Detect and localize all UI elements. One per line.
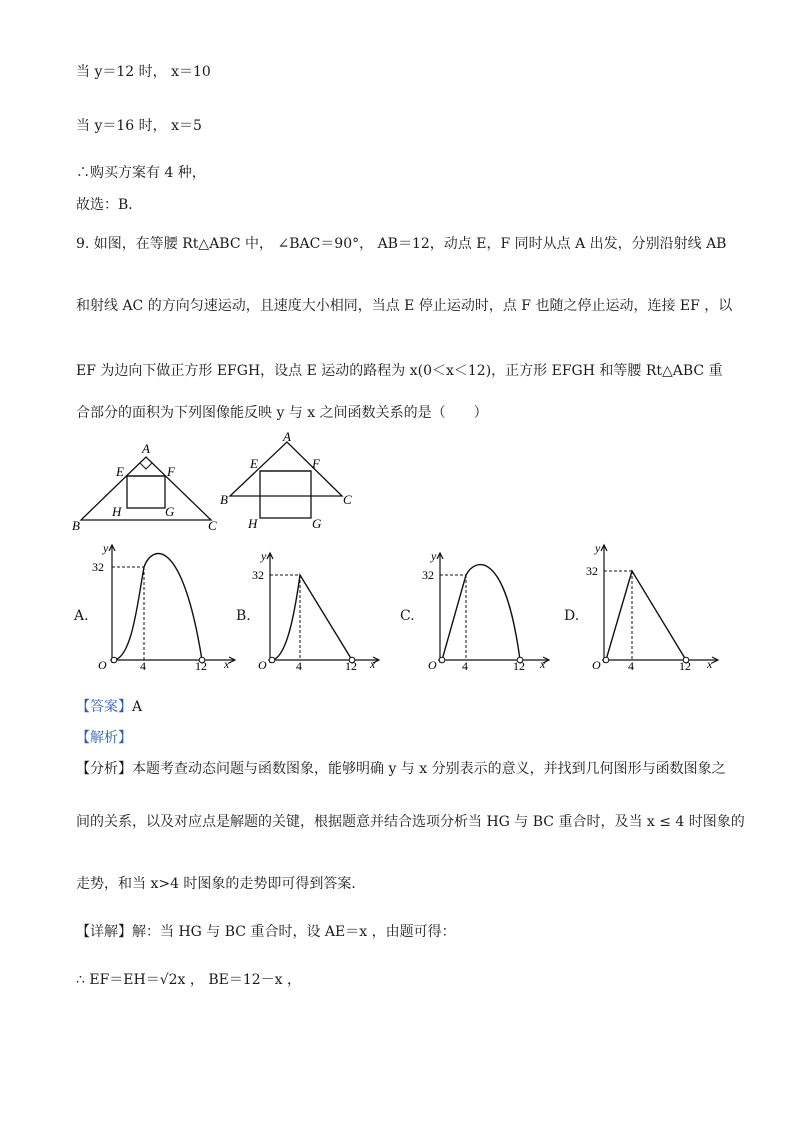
- label-a-2: A: [283, 430, 291, 444]
- label-g: G: [165, 504, 175, 519]
- axis-x-label: x: [224, 657, 230, 670]
- label-a: A: [142, 441, 150, 456]
- option-c-label: C.: [400, 608, 415, 624]
- question-9-line-2: 和射线 AC 的方向匀速运动，且速度大小相同，当点 E 停止运动时，点 F 也随之停止运动，连接 EF ，以: [76, 298, 733, 314]
- line-choice: 故选：B．: [76, 197, 143, 213]
- axis-y-label: y: [431, 549, 437, 563]
- label-g-2: G: [312, 516, 322, 531]
- axis-y-label: y: [595, 541, 601, 555]
- fenxi-line-1: 【分析】本题考查动态问题与函数图象，能够明确 y 与 x 分别表示的意义，并找到几何图形与函数图象之: [76, 761, 726, 777]
- option-b-graph: [250, 548, 385, 670]
- analysis-tag: 【解析】: [76, 730, 132, 746]
- origin-label: O: [428, 658, 437, 670]
- x-tick-label: 4: [628, 659, 634, 670]
- label-b-2: B: [220, 492, 228, 507]
- y-tick-label: 32: [422, 568, 434, 582]
- option-d-label: D.: [564, 608, 580, 624]
- line-count: ∴购买方案有 4 种，: [76, 165, 206, 181]
- axis-x-label: x: [707, 657, 713, 670]
- question-9-line-3: EF 为边向下做正方形 EFGH，设点 E 运动的路程为 x(0＜x＜12)，正方形 EFGH 和等腰 Rt△ABC 重: [76, 363, 723, 379]
- detail-line-2: ∴ EF＝EH＝√2x ， BE＝12－x ，: [76, 972, 302, 988]
- axis-y-label: y: [261, 549, 267, 563]
- x-tick-label: 12: [345, 659, 357, 670]
- origin-label: O: [592, 658, 601, 670]
- label-e-2: E: [250, 456, 258, 471]
- label-b: B: [72, 518, 80, 533]
- label-c-2: C: [343, 492, 352, 507]
- label-e: E: [116, 464, 124, 479]
- option-b-label: B.: [236, 608, 251, 624]
- answer-value: A: [132, 699, 143, 715]
- label-c: C: [208, 518, 217, 533]
- x-tick-label: 12: [679, 659, 691, 670]
- question-9-line-4: 合部分的面积为下列图像能反映 y 与 x 之间函数关系的是（ ）: [76, 405, 488, 421]
- axis-x-label: x: [370, 657, 376, 670]
- origin-label: O: [98, 658, 107, 670]
- question-9-line-1: 9. 如图，在等腰 Rt△ABC 中， ∠BAC＝90°， AB＝12，动点 E，F 同时从点 A 出发，分别沿射线 AB: [76, 236, 727, 252]
- x-tick-label: 12: [195, 659, 207, 670]
- label-h-2: H: [248, 516, 258, 531]
- detail-line-1: 【详解】解：当 HG 与 BC 重合时，设 AE＝x ，由题可得：: [76, 924, 456, 940]
- option-a-label: A.: [74, 608, 89, 624]
- label-f-2: F: [312, 456, 320, 471]
- x-tick-label: 4: [140, 659, 146, 670]
- axis-x-label: x: [540, 657, 546, 670]
- triangle-figure-1: [66, 440, 236, 535]
- answer-line: [76, 697, 142, 717]
- fenxi-line-2: 间的关系，以及对应点是解题的关键，根据题意并结合选项分析当 HG 与 BC 重合时，及当 x ≤ 4 时图象的: [76, 814, 745, 830]
- option-c-graph: [420, 548, 555, 670]
- axis-y-label: y: [103, 541, 109, 555]
- label-f: F: [167, 464, 175, 479]
- option-d-graph: [584, 540, 724, 670]
- option-a-graph: [92, 540, 242, 670]
- fenxi-line-3: 走势，和当 x>4 时图象的走势即可得到答案．: [76, 876, 366, 892]
- triangle-figure-2: [216, 430, 366, 535]
- y-tick-label: 32: [252, 568, 264, 582]
- y-tick-label: 32: [92, 560, 104, 574]
- y-tick-label: 32: [586, 564, 598, 578]
- x-tick-label: 4: [296, 659, 302, 670]
- origin-label: O: [258, 658, 267, 670]
- line-case-y16: 当 y＝16 时， x＝5: [76, 118, 202, 134]
- label-h: H: [112, 504, 122, 519]
- x-tick-label: 4: [462, 659, 468, 670]
- line-case-y12: 当 y＝12 时， x＝10: [76, 64, 211, 80]
- x-tick-label: 12: [513, 659, 525, 670]
- answer-tag: 【答案】: [76, 699, 132, 715]
